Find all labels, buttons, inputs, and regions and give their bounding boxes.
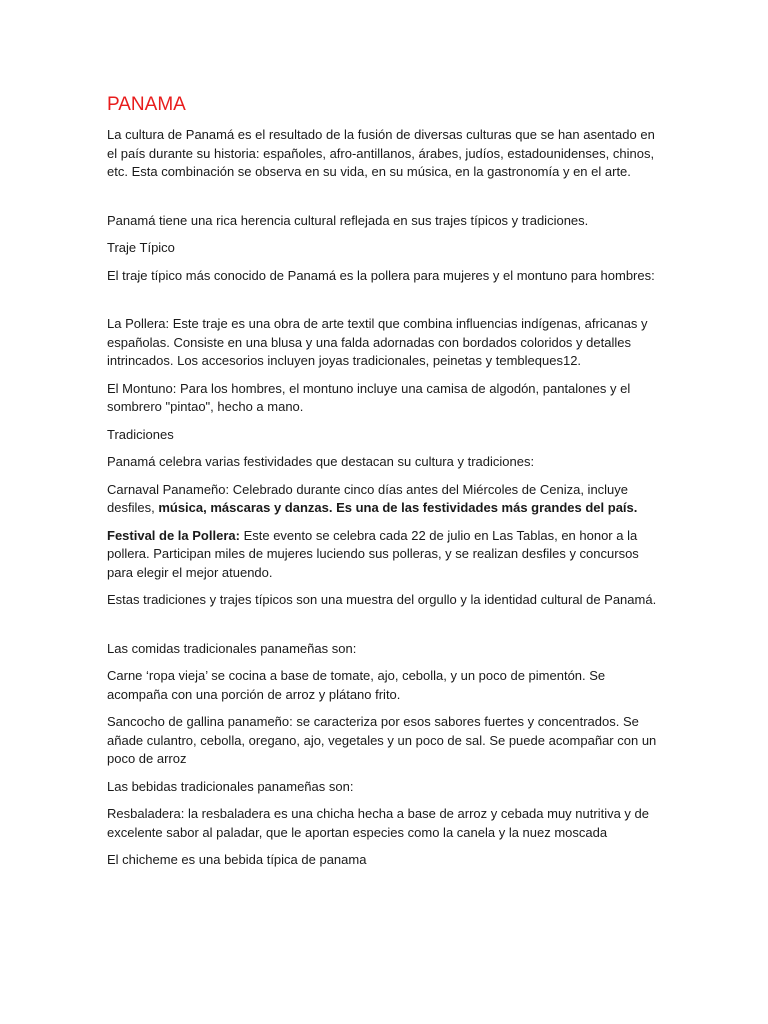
chicheme-paragraph: El chicheme es una bebida típica de panama (107, 852, 367, 867)
tradiciones-heading: Tradiciones (107, 426, 174, 442)
blank-line (107, 619, 667, 640)
carne-paragraph: Carne ‘ropa vieja’ se cocina a base de tomate, ajo, cebolla, y un poco de pimentón. Se acompaña con una porción de arroz y plátano frito. (107, 668, 606, 702)
document-title: PANAMA (107, 94, 186, 115)
document-page (107, 92, 667, 879)
heritage-paragraph: Panamá tiene una rica herencia cultural reflejada en sus trajes típicos y tradiciones. (107, 212, 589, 228)
pollera-paragraph: La Pollera: Este traje es una obra de arte textil que combina influencias indígenas, africanas y españolas. Consiste en una blusa y una falda adornadas con bordados coloridos y detalles intrincados. Los accesorios incluyen joyas tradicionales, peinetas y tembleques12. (107, 316, 648, 368)
bebidas-heading: Las bebidas tradicionales panameñas son: (107, 778, 354, 794)
carnaval-bold-text: música, máscaras y danzas. Es una de las festividades más grandes del país. (158, 500, 638, 515)
blank-line (107, 191, 667, 212)
montuno-paragraph: El Montuno: Para los hombres, el montuno incluye una camisa de algodón, pantalones y el sombrero "pintao", hecho a mano. (107, 380, 631, 414)
tradiciones-intro-paragraph: Panamá celebra varias festividades que destacan su cultura y tradiciones: (107, 454, 535, 469)
festival-paragraph (107, 527, 667, 583)
intro-paragraph: La cultura de Panamá es el resultado de la fusión de diversas culturas que se han asentado en el país durante su historia: españoles, afro-antillanos, árabes, judíos, estadounidenses, chinos, etc. Esta combinación se observa en su vida, en su música, en la gastronomía y en el arte. (107, 127, 655, 179)
festival-bold-label: Festival de la Pollera: (107, 527, 240, 543)
carnaval-paragraph (107, 481, 667, 518)
resbaladera-paragraph: Resbaladera: la resbaladera es una chicha hecha a base de arroz y cebada muy nutritiva y de excelente sabor al paladar, que le aportan especies como la canela y la nuez moscada (107, 806, 649, 840)
orgullo-paragraph: Estas tradiciones y trajes típicos son una muestra del orgullo y la identidad cultural de Panamá. (107, 592, 657, 607)
traje-heading: Traje Típico (107, 240, 175, 255)
festival-text: Este evento se celebra cada 22 de julio en Las Tablas, en honor a la pollera. Participan miles de mujeres luciendo sus polleras, y se realizan desfiles y concursos para elegir el mejor atuendo. (107, 527, 639, 580)
traje-intro-paragraph: El traje típico más conocido de Panamá es la pollera para mujeres y el montuno para hombres: (107, 267, 655, 283)
comidas-heading: Las comidas tradicionales panameñas son: (107, 640, 357, 656)
sancocho-paragraph: Sancocho de gallina panameño: se caracteriza por esos sabores fuertes y concentrados. Se añade culantro, cebolla, oregano, ajo, vegetales y un poco de sal. Se puede acompañar con un poco de arroz (107, 714, 657, 766)
carnaval-text: Carnaval Panameño: Celebrado durante cinco días antes del Miércoles de Ceniza, incluye desfiles, (107, 481, 629, 515)
blank-line (107, 294, 667, 315)
